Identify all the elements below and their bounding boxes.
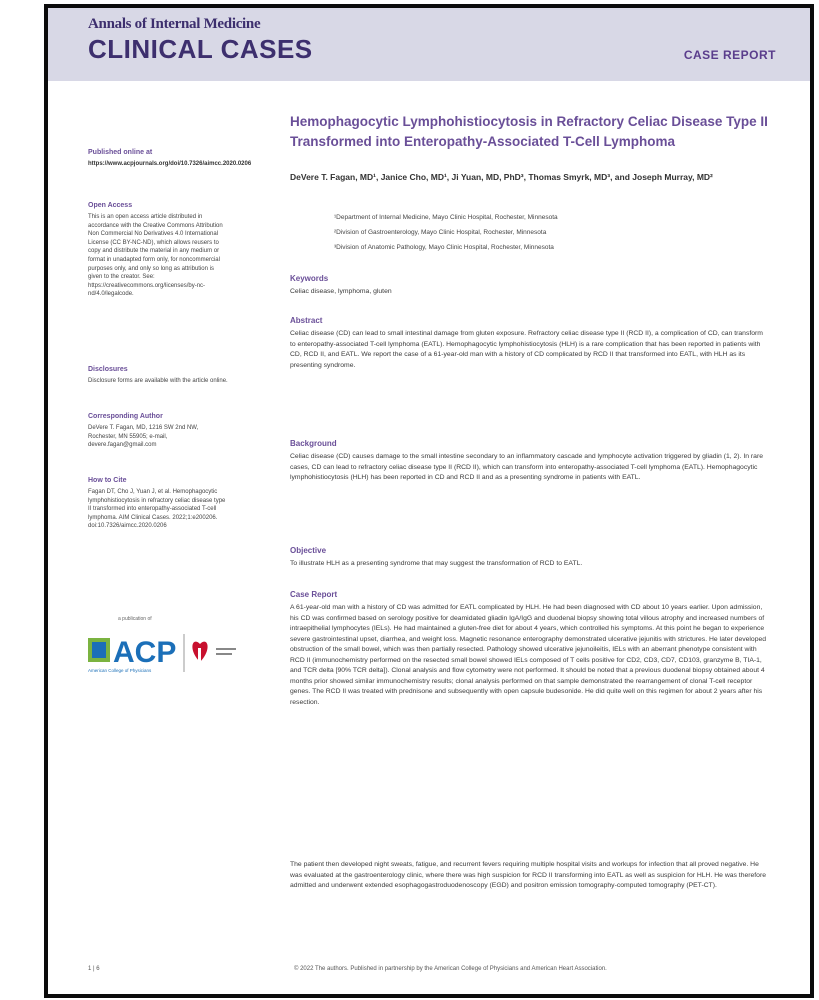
article-title: Hemophagocytic Lymphohistiocytosis in Refractory Celiac Disease Type II Transformed into Enteropathy-Associated T-Cell Lymphoma bbox=[290, 114, 768, 149]
journal-title: CLINICAL CASES bbox=[88, 34, 313, 64]
sidebar-cite-heading: How to Cite bbox=[88, 477, 127, 484]
acp-logo bbox=[88, 628, 268, 681]
page bbox=[44, 4, 814, 998]
page-number: 1 | 6 bbox=[88, 966, 100, 972]
sidebar-published-link[interactable]: https://www.acpjournals.org/doi/10.7326/aimcc.2020.0206 bbox=[88, 161, 252, 167]
keywords-text: Celiac disease, lymphoma, gluten bbox=[290, 288, 392, 295]
background-text: Celiac disease (CD) causes damage to the small intestine secondary to an inflammatory cascade and lymphocyte activation triggered by gliadin (1, 2). In rare cases, CD can lead to refractory celiac disease type II (RCD II), which can transform into enteropathy-associated T-cell lymphoma (EATL). Hemophagocytic lymphohistiocytosis (HLH) has been reported in CD and RCD II and as a presenting syndrome in patients with EATL. bbox=[290, 453, 763, 481]
case-report-text-1: A 61-year-old man with a history of CD was admitted for EATL complicated by HLH. He had been diagnosed with CD about 10 years earlier. Upon admission, his CD was confirmed based on serology positive for deamidated gliadin IgA/IgG and duodenal biopsy showing total villous atrophy and increased numbers of intraepithelial lymphocytes (IELs). He had maintained a gluten-free diet for about 4 years, which controlled his symptoms. At this point he began to experience severe gastrointestinal upset, diarrhea, and weight loss. Magnetic resonance enterography demonstrated ulcerative jejunitis with strictures. He later developed obstruction of the small bowel, which was then partially resected. Pathology showed ulcerative jejunoileitis, IELs with an aberrant phenotype consistent with RCD II (immunochemistry performed on the resected small bowel showed IELs composed of T cells positive for CD2, CD3, CD7, CD103, granzyme B, TIA-1, and TCR delta [90% TCR delta]). Clonal analysis and flow cytometry were not performed. It should be noted that a previous duodenal biopsy obtained about 4 months prior showed similar immunochemistry results; clonal analysis performed on that sample demonstrated the rearrangement of clonal T-cell receptor genes. The RCD II was treated with prednisone and subsequently with open capsule budesonide. He did quite well on this regimen for about 2 years after his resection. bbox=[290, 604, 767, 706]
sidebar-published-heading: Published online at bbox=[88, 149, 153, 156]
affiliations bbox=[334, 211, 754, 256]
copyright-notice: © 2022 The authors. Published in partnership by the American College of Physicians and American Heart Association. bbox=[294, 966, 607, 972]
keywords-heading: Keywords bbox=[290, 274, 329, 283]
acp-caption: a publication of bbox=[118, 616, 152, 622]
sidebar-disclosures-heading: Disclosures bbox=[88, 366, 128, 373]
journal-subtitle: Annals of Internal Medicine bbox=[88, 16, 261, 32]
affiliation-3: ³Division of Anatomic Pathology, Mayo Clinic Hospital, Rochester, Minnesota bbox=[334, 244, 554, 251]
background-heading: Background bbox=[290, 439, 337, 448]
sidebar-cite-text: Fagan DT, Cho J, Yuan J, et al. Hemophagocytic lymphohistiocytosis in refractory celiac disease type II transformed into enteropathy-associated T-cell lymphoma. AIM Clinical Cases. 2022;1:e200206. doi:10.7326/aimcc.2020.0206 bbox=[88, 489, 226, 530]
sidebar-disclosures-text: Disclosure forms are available with the article online. bbox=[88, 378, 228, 384]
article-authors: DeVere T. Fagan, MD¹, Janice Cho, MD¹, Ji Yuan, MD, PhD³, Thomas Smyrk, MD³, and Joseph Murray, MD² bbox=[290, 172, 713, 182]
objective-heading: Objective bbox=[290, 546, 327, 555]
sidebar-open-access-text: This is an open access article distributed in accordance with the Creative Commons Attribution Non Commercial No Derivatives 4.0 International License (CC BY-NC-ND), which allows reusers to copy and distribute the material in any medium or format in unadapted form only, for noncommercial purposes only, and only so long as attribution is given to the creator. See: https://creativecommons.org/licenses/by-nc-nd/4.0/legalcode. bbox=[88, 214, 223, 298]
article-type-label: CASE REPORT bbox=[683, 48, 776, 62]
objective-text: To illustrate HLH as a presenting syndrome that may suggest the transformation of RCD to EATL. bbox=[290, 560, 583, 567]
abstract-heading: Abstract bbox=[290, 316, 323, 325]
case-report-text-2: The patient then developed night sweats, fatigue, and recurrent fevers requiring multiple hospital visits and workups for infection that all proved negative. He was evaluated at the gastroenterology clinic, where there was high suspicion for RCD II transforming into EATL as well as suspicion for HLH. He was therefore admitted and underwent extended esophagogastroduodenoscopy (EGD) and positron emission tomography-computed tomography (PET-CT). bbox=[290, 861, 767, 889]
abstract-text: Celiac disease (CD) can lead to small intestinal damage from gluten exposure. Refractory celiac disease type II (RCD II), a complication of CD, can transform to enteropathy-associated T-cell lymphoma (EATL). Hemophagocytic lymphohistiocytosis (HLH) is a rare complication that has been reported in patients with CD, RCD II, and EATL. We report the case of a 61-year-old man with a history of CD complicated by RCD II that transformed into EATL, with HLH as its presenting syndrome. bbox=[290, 330, 763, 369]
sidebar-open-access-heading: Open Access bbox=[88, 202, 133, 209]
acp-logo-text: ACP bbox=[113, 636, 177, 669]
journal-header-band bbox=[48, 8, 810, 81]
sidebar-corresponding-text: DeVere T. Fagan, MD, 1216 SW 2nd NW, Rochester, MN 55905; e-mail, devere.fagan@gmail.com bbox=[88, 425, 199, 449]
sidebar-corresponding-heading: Corresponding Author bbox=[88, 413, 163, 420]
case-report-heading: Case Report bbox=[290, 590, 338, 599]
affiliation-2: ²Division of Gastroenterology, Mayo Clinic Hospital, Rochester, Minnesota bbox=[334, 229, 547, 236]
affiliation-1: ¹Department of Internal Medicine, Mayo Clinic Hospital, Rochester, Minnesota bbox=[334, 214, 558, 221]
acp-logo-subtext: American College of Physicians bbox=[88, 668, 152, 673]
